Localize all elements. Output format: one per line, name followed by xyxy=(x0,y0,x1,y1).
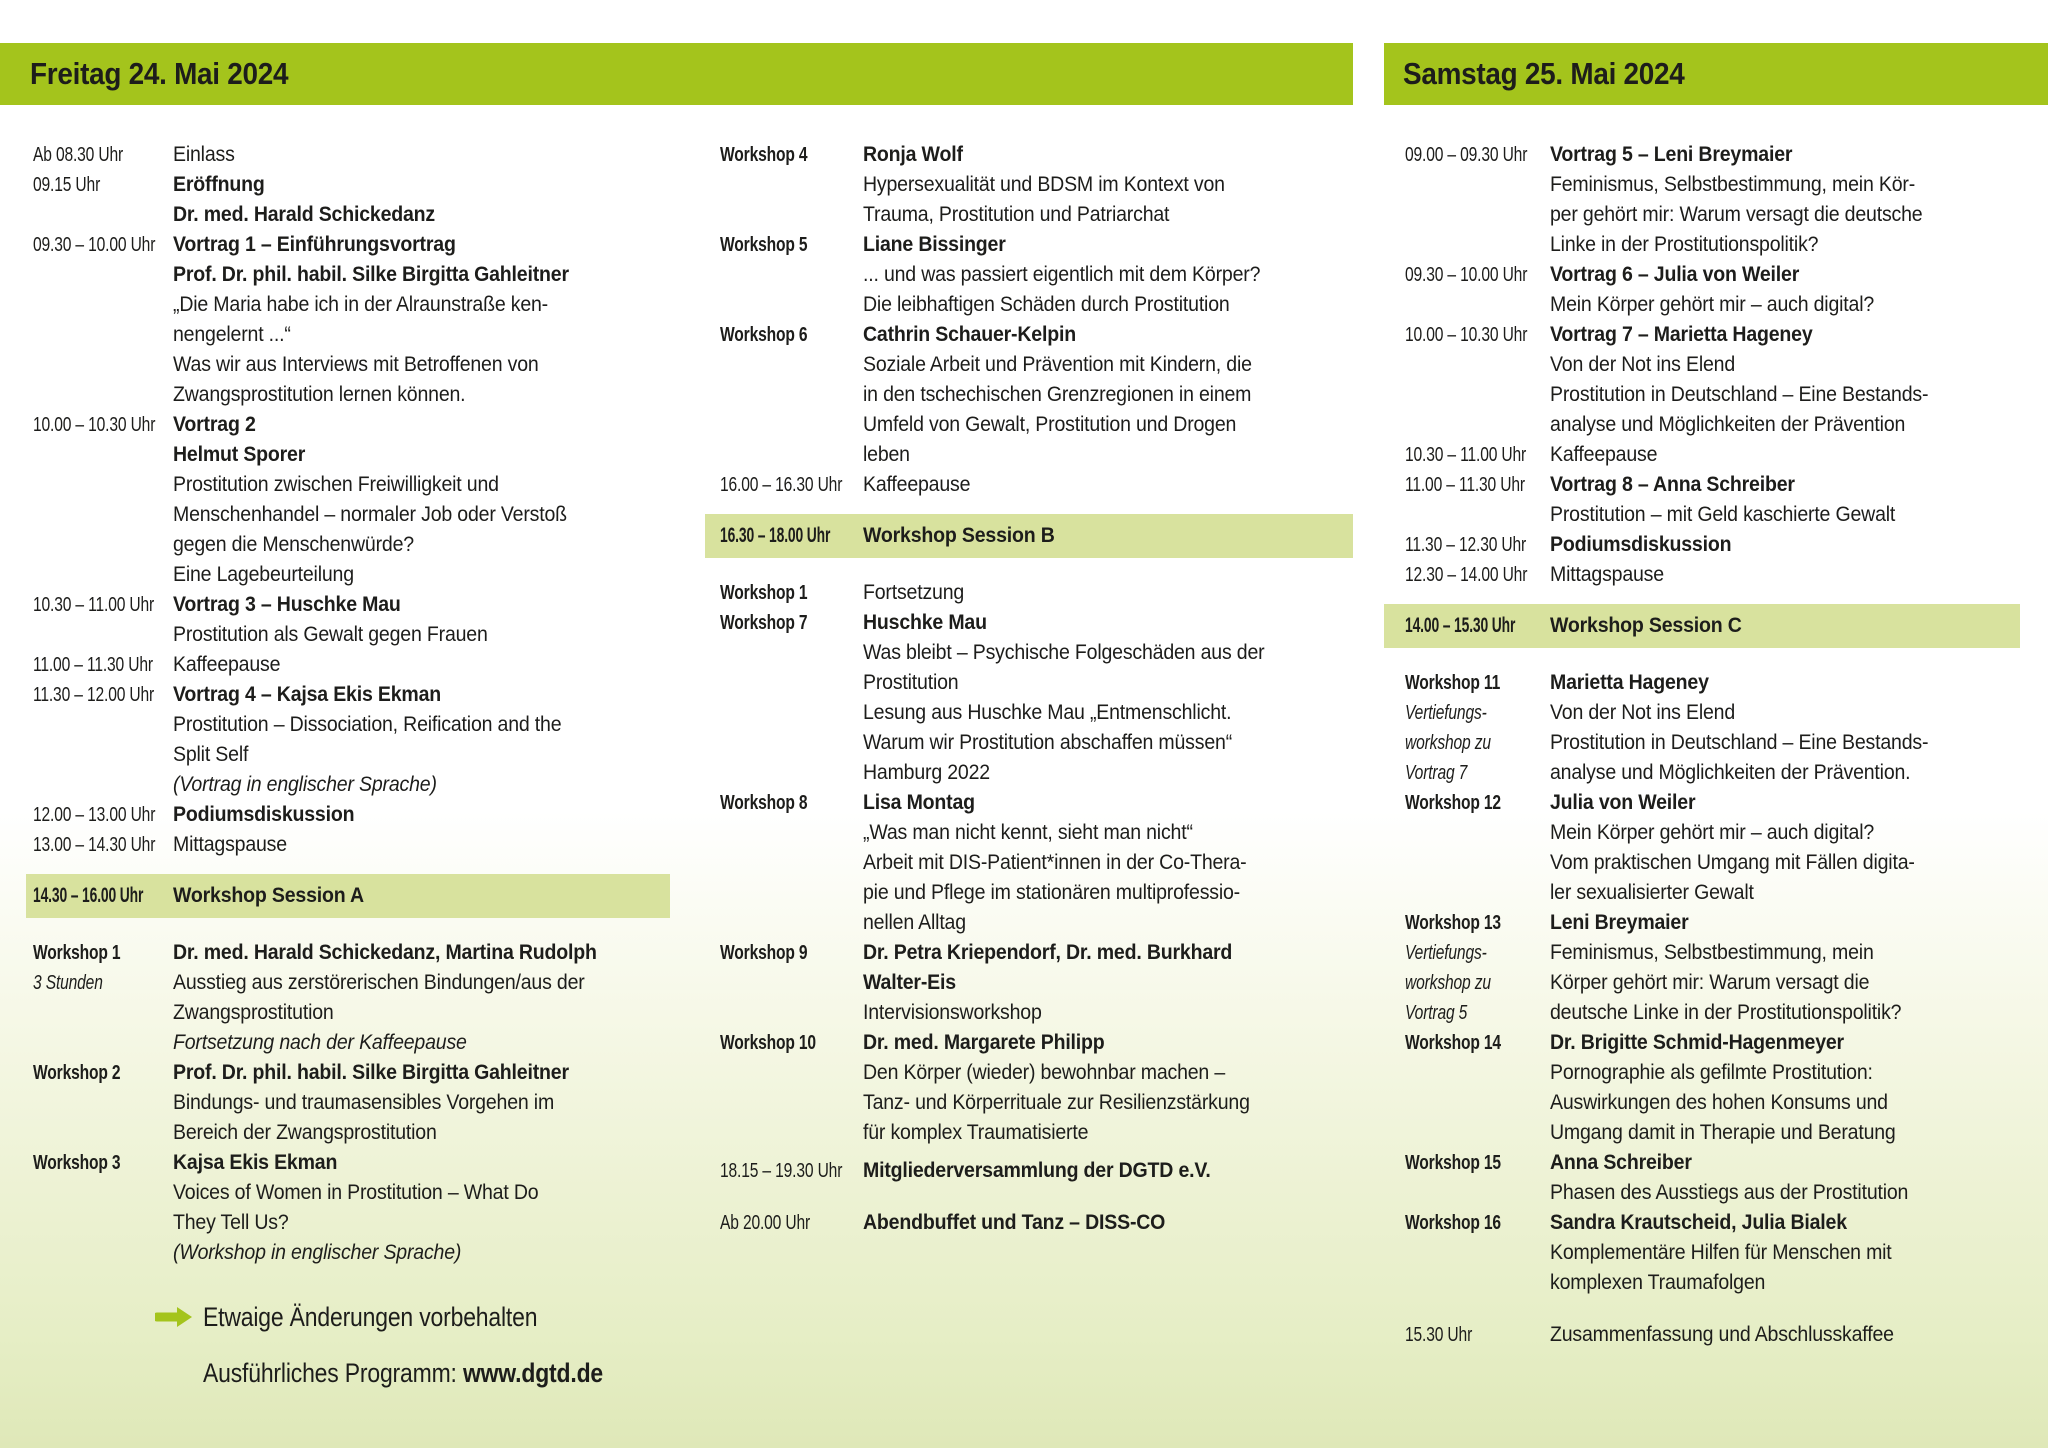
text-line: „Die Maria habe ich in der Alraunstraße ken- xyxy=(173,293,549,316)
entry-time-label xyxy=(1405,1148,1550,1178)
text-line: Kaffeepause xyxy=(173,653,281,676)
text-line: Vortrag 6 – Julia von Weiler xyxy=(1550,263,1800,286)
schedule-column-friday-2 xyxy=(720,140,1353,1238)
text-line: workshop zu xyxy=(1405,972,1491,994)
entry-description xyxy=(173,830,670,860)
entry-time-label xyxy=(720,140,863,170)
text-line: Den Körper (wieder) bewohnbar machen – xyxy=(863,1061,1226,1084)
text-line: Workshop 9 xyxy=(720,942,808,964)
text-line: 11.00 – 11.30 Uhr xyxy=(33,654,153,676)
text-line: Workshop Session C xyxy=(1550,614,1742,637)
entry-description xyxy=(173,800,670,830)
entry-time-label xyxy=(1405,668,1550,788)
text-line: 09.30 – 10.00 Uhr xyxy=(33,234,156,256)
text-line: Workshop Session B xyxy=(863,524,1055,547)
schedule-entry xyxy=(720,470,1353,500)
entry-description xyxy=(1550,320,2020,440)
text-line: Feminismus, Selbstbestimmung, mein Kör- xyxy=(1550,173,1916,196)
program-label: Ausführliches Programm: xyxy=(203,1358,463,1388)
entry-time-label xyxy=(1405,611,1550,641)
text-line: Umgang damit in Therapie und Beratung xyxy=(1550,1121,1896,1144)
text-line: 10.00 – 10.30 Uhr xyxy=(33,414,156,436)
entry-description xyxy=(863,320,1353,470)
text-line: Prostitution in Deutschland – Eine Bestands- xyxy=(1550,383,1929,406)
entry-description xyxy=(1550,140,2020,260)
text-line: They Tell Us? xyxy=(173,1211,289,1234)
entry-description xyxy=(863,938,1353,1028)
text-line: 09.00 – 09.30 Uhr xyxy=(1405,144,1528,166)
text-line: Podiumsdiskussion xyxy=(173,803,355,826)
text-line: Mein Körper gehört mir – auch digital? xyxy=(1550,821,1875,844)
schedule-entry xyxy=(720,608,1353,788)
text-line: Körper gehört mir: Warum versagt die xyxy=(1550,971,1870,994)
text-line: Vortrag 2 xyxy=(173,413,256,436)
entry-description xyxy=(1550,908,2020,1028)
text-line: pie und Pflege im stationären multiprofessio- xyxy=(863,881,1241,904)
text-line: analyse und Möglichkeiten der Prävention. xyxy=(1550,761,1911,784)
text-line: Ronja Wolf xyxy=(863,143,963,166)
schedule-entry xyxy=(1405,1320,2020,1350)
entry-description xyxy=(863,470,1353,500)
text-line: 14.00 – 15.30 Uhr xyxy=(1405,614,1516,637)
text-line: 15.30 Uhr xyxy=(1405,1324,1473,1346)
entry-description xyxy=(863,578,1353,608)
text-line: Vortrag 7 xyxy=(1405,762,1468,784)
text-line: Mittagspause xyxy=(173,833,287,856)
schedule-column-friday-1 xyxy=(33,140,670,1268)
entry-time-label xyxy=(1405,560,1550,590)
schedule-entry xyxy=(720,1156,1353,1186)
text-line: Workshop 6 xyxy=(720,324,808,346)
text-line: leben xyxy=(863,443,910,466)
text-line: 11.00 – 11.30 Uhr xyxy=(1405,474,1525,496)
schedule-entry xyxy=(33,1148,670,1268)
text-line: 10.30 – 11.00 Uhr xyxy=(1405,444,1527,466)
entry-time-label xyxy=(1405,530,1550,560)
entry-description xyxy=(863,608,1353,788)
text-line: analyse und Möglichkeiten der Prävention xyxy=(1550,413,1906,436)
text-line: 14.30 – 16.00 Uhr xyxy=(33,884,144,907)
entry-time-label xyxy=(33,680,173,710)
text-line: Prostitution – mit Geld kaschierte Gewalt xyxy=(1550,503,1896,526)
text-line: per gehört mir: Warum versagt die deutsche xyxy=(1550,203,1923,226)
schedule-column-saturday xyxy=(1405,140,2020,1350)
website-url: www.dgtd.de xyxy=(462,1358,604,1388)
entry-description xyxy=(173,590,670,650)
text-line: Workshop 11 xyxy=(1405,672,1501,694)
text-line: Vortrag 3 – Huschke Mau xyxy=(173,593,401,616)
entry-description xyxy=(1550,1320,2020,1350)
text-line: Bereich der Zwangsprostitution xyxy=(173,1121,437,1144)
text-line: Helmut Sporer xyxy=(173,443,306,466)
text-line: Dr. med. Harald Schickedanz, Martina Rudolph xyxy=(173,941,597,964)
text-line: workshop zu xyxy=(1405,732,1491,754)
schedule-entry xyxy=(720,1028,1353,1148)
schedule-entry xyxy=(720,938,1353,1028)
text-line: Dr. med. Harald Schickedanz xyxy=(173,203,435,226)
entry-time-label xyxy=(33,938,173,998)
text-line: Trauma, Prostitution und Patriarchat xyxy=(863,203,1170,226)
text-line: Ausstieg aus zerstörerischen Bindungen/aus der xyxy=(173,971,585,994)
text-line: Workshop 10 xyxy=(720,1032,816,1054)
text-line: Linke in der Prostitutionspolitik? xyxy=(1550,233,1819,256)
entry-time-label xyxy=(1405,440,1550,470)
text-line: Workshop 3 xyxy=(33,1152,121,1174)
text-line: Eröffnung xyxy=(173,173,265,196)
text-line: 12.00 – 13.00 Uhr xyxy=(33,804,156,826)
text-line: Vortrag 1 – Einführungsvortrag xyxy=(173,233,456,256)
entry-description xyxy=(863,230,1353,320)
text-line: komplexen Traumafolgen xyxy=(1550,1271,1766,1294)
entry-time-label xyxy=(33,1058,173,1088)
entry-description xyxy=(863,140,1353,230)
entry-description xyxy=(1550,440,2020,470)
text-line: 16.00 – 16.30 Uhr xyxy=(720,474,843,496)
text-line: 16.30 – 18.00 Uhr xyxy=(720,524,831,547)
text-line: 11.30 – 12.30 Uhr xyxy=(1405,534,1527,556)
text-line: 10.30 – 11.00 Uhr xyxy=(33,594,155,616)
text-line: Mittagspause xyxy=(1550,563,1664,586)
text-line: 11.30 – 12.00 Uhr xyxy=(33,684,155,706)
text-line: Tanz- und Körperrituale zur Resilienzstärkung xyxy=(863,1091,1250,1114)
arrow-right-icon xyxy=(155,1306,193,1328)
text-line: Prostitution xyxy=(863,671,959,694)
text-line: Walter-Eis xyxy=(863,971,956,994)
schedule-entry xyxy=(1405,560,2020,590)
text-line: Workshop 7 xyxy=(720,612,808,634)
entry-description xyxy=(1550,1028,2020,1148)
entry-time-label xyxy=(720,230,863,260)
text-line: Vortrag 7 – Marietta Hageney xyxy=(1550,323,1813,346)
entry-time-label xyxy=(33,830,173,860)
text-line: Lisa Montag xyxy=(863,791,975,814)
text-line: nellen Alltag xyxy=(863,911,966,934)
entry-time-label xyxy=(33,590,173,620)
text-line: 09.30 – 10.00 Uhr xyxy=(1405,264,1528,286)
entry-time-label xyxy=(33,650,173,680)
schedule-entry xyxy=(1405,1208,2020,1298)
text-line: Dr. med. Margarete Philipp xyxy=(863,1031,1105,1054)
text-line: gegen die Menschenwürde? xyxy=(173,533,414,556)
text-line: Lesung aus Huschke Mau „Entmenschlicht. xyxy=(863,701,1232,724)
text-line: Was bleibt – Psychische Folgeschäden aus der xyxy=(863,641,1265,664)
entry-description xyxy=(863,1156,1353,1186)
text-line: Workshop 8 xyxy=(720,792,808,814)
entry-description xyxy=(173,1058,670,1148)
entry-description xyxy=(863,521,1353,551)
day-header-samstag xyxy=(1384,43,2048,105)
day-title-samstag: Samstag 25. Mai 2024 xyxy=(1403,56,1685,91)
entry-time-label xyxy=(720,320,863,350)
schedule-entry xyxy=(720,1208,1353,1238)
text-line: Vortrag 4 – Kajsa Ekis Ekman xyxy=(173,683,441,706)
entry-time-label xyxy=(720,578,863,608)
text-line: Split Self xyxy=(173,743,249,766)
text-line: Dr. Brigitte Schmid-Hagenmeyer xyxy=(1550,1031,1844,1054)
text-line: Von der Not ins Elend xyxy=(1550,701,1736,724)
text-line: Kajsa Ekis Ekman xyxy=(173,1151,338,1174)
text-line: Workshop 1 xyxy=(720,582,808,604)
text-line: Kaffeepause xyxy=(863,473,971,496)
text-line: Prof. Dr. phil. habil. Silke Birgitta Gahleitner xyxy=(173,263,569,286)
text-line: Voices of Women in Prostitution – What Do xyxy=(173,1181,539,1204)
entry-time-label xyxy=(720,521,863,551)
schedule-entry xyxy=(33,680,670,800)
text-line: Hamburg 2022 xyxy=(863,761,990,784)
text-line: Leni Breymaier xyxy=(1550,911,1689,934)
program-info-row xyxy=(155,1356,674,1390)
schedule-entry xyxy=(1405,668,2020,788)
text-line: Julia von Weiler xyxy=(1550,791,1696,814)
text-line: ler sexualisierter Gewalt xyxy=(1550,881,1754,904)
text-line: 09.15 Uhr xyxy=(33,174,101,196)
schedule-entry xyxy=(720,140,1353,230)
schedule-entry xyxy=(33,140,670,170)
text-line: 18.15 – 19.30 Uhr xyxy=(720,1160,843,1182)
schedule-entry xyxy=(33,1058,670,1148)
schedule-entry xyxy=(33,170,670,230)
text-line: Arbeit mit DIS-Patient*innen in der Co-Thera- xyxy=(863,851,1247,874)
entry-time-label xyxy=(720,788,863,818)
schedule-entry xyxy=(720,320,1353,470)
text-line: Pornographie als gefilmte Prostitution: xyxy=(1550,1061,1873,1084)
text-line: für komplex Traumatisierte xyxy=(863,1121,1089,1144)
text-line: 10.00 – 10.30 Uhr xyxy=(1405,324,1528,346)
entry-time-label xyxy=(33,410,173,440)
entry-time-label xyxy=(1405,1320,1550,1350)
entry-description xyxy=(863,788,1353,938)
text-line: deutsche Linke in der Prostitutionspolitik? xyxy=(1550,1001,1902,1024)
text-line: Cathrin Schauer-Kelpin xyxy=(863,323,1076,346)
session-band-row xyxy=(1384,604,2020,648)
text-line: Vortrag 8 – Anna Schreiber xyxy=(1550,473,1795,496)
footer-note xyxy=(155,1300,674,1390)
entry-description xyxy=(1550,1148,2020,1208)
text-line: Die leibhaftigen Schäden durch Prostitution xyxy=(863,293,1230,316)
text-line: Prof. Dr. phil. habil. Silke Birgitta Gahleitner xyxy=(173,1061,569,1084)
entry-description xyxy=(863,1028,1353,1148)
entry-time-label xyxy=(1405,908,1550,1028)
text-line: Zusammenfassung und Abschlusskaffee xyxy=(1550,1323,1894,1346)
text-line: Kaffeepause xyxy=(1550,443,1658,466)
entry-description xyxy=(1550,611,2020,641)
text-line: Vertiefungs- xyxy=(1405,942,1487,964)
entry-time-label xyxy=(33,1148,173,1178)
text-line: Workshop 15 xyxy=(1405,1152,1501,1174)
text-line: Workshop Session A xyxy=(173,884,364,907)
text-line: Zwangsprostitution lernen können. xyxy=(173,383,466,406)
text-line: Huschke Mau xyxy=(863,611,987,634)
text-line: Prostitution in Deutschland – Eine Bestands- xyxy=(1550,731,1929,754)
entry-time-label xyxy=(1405,320,1550,350)
text-line: Auswirkungen des hohen Konsums und xyxy=(1550,1091,1888,1114)
entry-time-label xyxy=(33,230,173,260)
entry-description xyxy=(173,680,670,800)
text-line: Anna Schreiber xyxy=(1550,1151,1692,1174)
text-line: Hypersexualität und BDSM im Kontext von xyxy=(863,173,1225,196)
text-line: Vortrag 5 xyxy=(1405,1002,1468,1024)
text-line: Soziale Arbeit und Prävention mit Kindern, die xyxy=(863,353,1252,376)
text-line: Liane Bissinger xyxy=(863,233,1006,256)
entry-description xyxy=(1550,668,2020,788)
entry-time-label xyxy=(1405,260,1550,290)
text-line: Umfeld von Gewalt, Prostitution und Drogen xyxy=(863,413,1237,436)
text-line: „Was man nicht kennt, sieht man nicht“ xyxy=(863,821,1193,844)
text-line: Intervisionsworkshop xyxy=(863,1001,1042,1024)
changes-note-row xyxy=(155,1300,674,1334)
text-line: 13.00 – 14.30 Uhr xyxy=(33,834,156,856)
text-line: Mein Körper gehört mir – auch digital? xyxy=(1550,293,1875,316)
entry-time-label xyxy=(720,608,863,638)
entry-description xyxy=(863,1208,1353,1238)
text-line: nengelernt ...“ xyxy=(173,323,291,346)
changes-note: Etwaige Änderungen vorbehalten xyxy=(203,1302,538,1332)
schedule-entry xyxy=(720,788,1353,938)
schedule-entry xyxy=(33,230,670,410)
text-line: Workshop 1 xyxy=(33,942,121,964)
text-line: Prostitution als Gewalt gegen Frauen xyxy=(173,623,488,646)
text-line: Warum wir Prostitution abschaffen müssen“ xyxy=(863,731,1233,754)
entry-time-label xyxy=(33,170,173,200)
day-title-freitag: Freitag 24. Mai 2024 xyxy=(30,56,289,91)
text-line: ... und was passiert eigentlich mit dem Körper? xyxy=(863,263,1261,286)
session-band-row xyxy=(705,514,1353,558)
text-line: Menschenhandel – normaler Job oder Verstoß xyxy=(173,503,567,526)
text-line: Workshop 5 xyxy=(720,234,808,256)
text-line: Workshop 12 xyxy=(1405,792,1501,814)
entry-description xyxy=(1550,260,2020,320)
text-line: Vom praktischen Umgang mit Fällen digita- xyxy=(1550,851,1915,874)
entry-time-label xyxy=(33,140,173,170)
schedule-entry xyxy=(1405,140,2020,260)
schedule-entry xyxy=(1405,1028,2020,1148)
text-line: Mitgliederversammlung der DGTD e.V. xyxy=(863,1159,1211,1182)
schedule-entry xyxy=(1405,788,2020,908)
entry-time-label xyxy=(33,881,173,911)
entry-description xyxy=(1550,560,2020,590)
entry-description xyxy=(1550,788,2020,908)
schedule-entry xyxy=(33,650,670,680)
text-line: Von der Not ins Elend xyxy=(1550,353,1736,376)
text-line: in den tschechischen Grenzregionen in einem xyxy=(863,383,1252,406)
schedule-entry xyxy=(33,830,670,860)
entry-time-label xyxy=(720,938,863,968)
text-line: Ab 08.30 Uhr xyxy=(33,144,124,166)
text-line: 12.30 – 14.00 Uhr xyxy=(1405,564,1528,586)
entry-time-label xyxy=(720,470,863,500)
schedule-entry xyxy=(1405,908,2020,1028)
entry-description xyxy=(173,410,670,590)
entry-time-label xyxy=(720,1208,863,1238)
text-line: Phasen des Ausstiegs aus der Prostitution xyxy=(1550,1181,1909,1204)
entry-description xyxy=(173,650,670,680)
text-line: Bindungs- und traumasensibles Vorgehen im xyxy=(173,1091,555,1114)
text-line: Prostitution zwischen Freiwilligkeit und xyxy=(173,473,499,496)
text-line: Podiumsdiskussion xyxy=(1550,533,1732,556)
entry-time-label xyxy=(720,1028,863,1058)
schedule-entry xyxy=(33,800,670,830)
entry-time-label xyxy=(1405,788,1550,818)
schedule-entry xyxy=(33,590,670,650)
text-line: Workshop 13 xyxy=(1405,912,1501,934)
text-line: Fortsetzung xyxy=(863,581,965,604)
schedule-entry xyxy=(1405,470,2020,530)
text-line: Dr. Petra Kriependorf, Dr. med. Burkhard xyxy=(863,941,1233,964)
schedule-entry xyxy=(1405,320,2020,440)
text-line: Ab 20.00 Uhr xyxy=(720,1212,811,1234)
text-line: Komplementäre Hilfen für Menschen mit xyxy=(1550,1241,1892,1264)
schedule-entry xyxy=(33,938,670,1058)
text-line: Prostitution – Dissociation, Reification and the xyxy=(173,713,562,736)
text-line: (Workshop in englischer Sprache) xyxy=(173,1241,462,1264)
entry-description xyxy=(173,881,670,911)
text-line: Sandra Krautscheid, Julia Bialek xyxy=(1550,1211,1847,1234)
text-line: Zwangsprostitution xyxy=(173,1001,334,1024)
text-line: (Vortrag in englischer Sprache) xyxy=(173,773,437,796)
text-line: Eine Lagebeurteilung xyxy=(173,563,354,586)
entry-time-label xyxy=(720,1156,863,1186)
text-line: Feminismus, Selbstbestimmung, mein xyxy=(1550,941,1874,964)
program-info xyxy=(203,1356,603,1390)
text-line: Was wir aus Interviews mit Betroffenen von xyxy=(173,353,539,376)
schedule-entry xyxy=(33,410,670,590)
text-line: Marietta Hageney xyxy=(1550,671,1709,694)
text-line: Workshop 16 xyxy=(1405,1212,1501,1234)
entry-time-label xyxy=(1405,140,1550,170)
entry-time-label xyxy=(1405,1208,1550,1238)
text-line: Vertiefungs- xyxy=(1405,702,1487,724)
text-line: Workshop 14 xyxy=(1405,1032,1501,1054)
schedule-entry xyxy=(720,230,1353,320)
text-line: 3 Stunden xyxy=(33,972,103,994)
entry-description xyxy=(173,1148,670,1268)
day-header-freitag xyxy=(0,43,1353,105)
text-line: Vortrag 5 – Leni Breymaier xyxy=(1550,143,1793,166)
text-line: Einlass xyxy=(173,143,235,166)
entry-time-label xyxy=(33,800,173,830)
text-line: Workshop 4 xyxy=(720,144,808,166)
text-line: Abendbuffet und Tanz – DISS-CO xyxy=(863,1211,1166,1234)
entry-description xyxy=(173,140,670,170)
entry-description xyxy=(1550,1208,2020,1298)
schedule-entry xyxy=(720,578,1353,608)
entry-description xyxy=(173,170,670,230)
schedule-entry xyxy=(1405,530,2020,560)
text-line: Workshop 2 xyxy=(33,1062,121,1084)
schedule-entry xyxy=(1405,260,2020,320)
entry-time-label xyxy=(1405,1028,1550,1058)
entry-description xyxy=(1550,530,2020,560)
entry-description xyxy=(173,938,670,1058)
entry-time-label xyxy=(1405,470,1550,500)
schedule-entry xyxy=(1405,440,2020,470)
entry-description xyxy=(173,230,670,410)
entry-description xyxy=(1550,470,2020,530)
session-band-row xyxy=(26,874,670,918)
schedule-entry xyxy=(1405,1148,2020,1208)
text-line: Fortsetzung nach der Kaffeepause xyxy=(173,1031,467,1054)
